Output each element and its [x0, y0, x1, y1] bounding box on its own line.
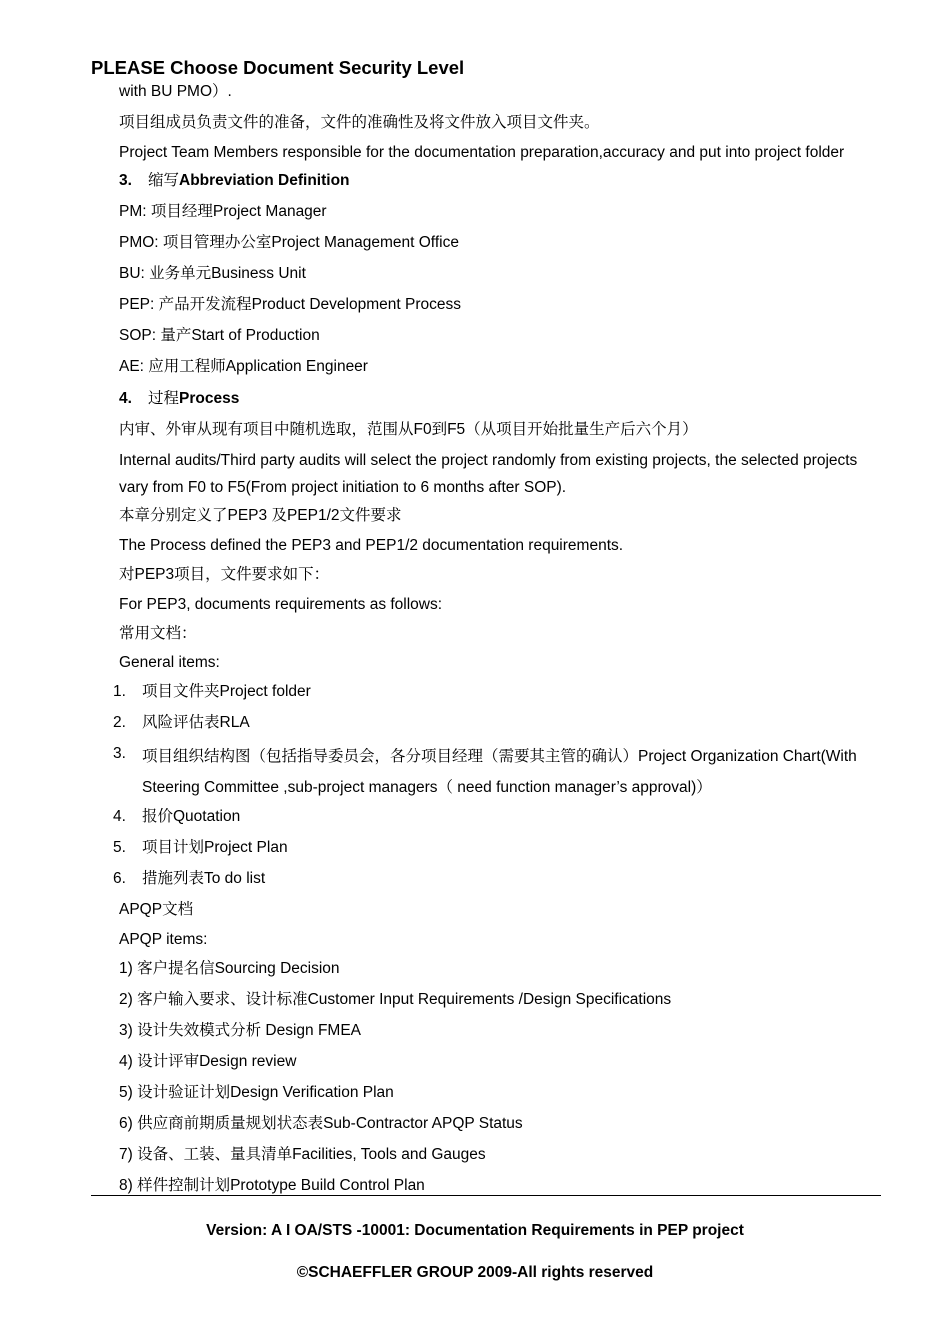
- text-line: 对PEP3项目，文件要求如下：: [119, 566, 330, 583]
- section-number: 3.: [119, 172, 132, 189]
- text-line: 项目组成员负责文件的准备，文件的准确性及将文件放入项目文件夹。: [119, 114, 600, 131]
- list-number: 4.: [113, 808, 126, 825]
- text-line: The Process defined the PEP3 and PEP1/2 documentation requirements.: [119, 537, 624, 554]
- footer-divider: [91, 1195, 881, 1196]
- section-number: 4.: [119, 390, 132, 407]
- apqp-list-item: 7) 设备、工装、量具清单Facilities, Tools and Gauges: [119, 1146, 486, 1163]
- section-heading-process: [119, 389, 239, 409]
- abbreviation-item: BU: 业务单元Business Unit: [119, 265, 306, 282]
- section-title-en: Process: [179, 390, 240, 407]
- list-number: 2.: [113, 714, 126, 731]
- list-item: 项目文件夹Project folder: [142, 683, 311, 700]
- text-line: 常用文档：: [119, 625, 197, 642]
- abbreviation-item: PM: 项目经理Project Manager: [119, 203, 327, 220]
- abbreviation-item: PMO: 项目管理办公室Project Management Office: [119, 234, 459, 251]
- text-line: For PEP3, documents requirements as follows:: [119, 596, 443, 613]
- abbreviation-item: AE: 应用工程师Application Engineer: [119, 358, 368, 375]
- apqp-list-item: 1) 客户提名信Sourcing Decision: [119, 960, 340, 977]
- section-heading-abbreviation: [119, 171, 350, 191]
- list-item: 项目计划Project Plan: [142, 839, 288, 856]
- text-line: 内审、外审从现有项目中随机选取，范围从F0到F5（从项目开始批量生产后六个月）: [119, 421, 698, 438]
- section-title-en: Abbreviation Definition: [179, 172, 350, 189]
- abbreviation-item: PEP: 产品开发流程Product Development Process: [119, 296, 461, 313]
- list-number: 3.: [113, 745, 126, 762]
- text-line: with BU PMO）.: [119, 83, 232, 100]
- text-paragraph: Internal audits/Third party audits will select the project randomly from existing projects, the selected projects vary from F0 to F5(From project initiation to 6 months after SOP).: [119, 452, 858, 496]
- text-line: General items:: [119, 654, 220, 671]
- text-line: 本章分别定义了PEP3 及PEP1/2文件要求: [119, 507, 402, 524]
- apqp-list-item: 8) 样件控制计划Prototype Build Control Plan: [119, 1177, 425, 1194]
- list-number: 6.: [113, 870, 126, 887]
- text-line: APQP文档: [119, 901, 194, 918]
- list-item: 措施列表To do list: [142, 870, 266, 887]
- footer-copyright: ©SCHAEFFLER GROUP 2009-All rights reserved: [296, 1264, 654, 1281]
- list-item: 风险评估表RLA: [142, 714, 250, 731]
- section-title-cn: 缩写: [148, 172, 180, 189]
- security-level-heading: PLEASE Choose Document Security Level: [91, 57, 465, 78]
- section-title-cn: 过程: [148, 390, 180, 407]
- apqp-list-item: 6) 供应商前期质量规划状态表Sub-Contractor APQP Status: [119, 1115, 523, 1132]
- apqp-list-item: 2) 客户输入要求、设计标准Customer Input Requirements /Design Specifications: [119, 991, 672, 1008]
- list-number: 5.: [113, 839, 126, 856]
- footer-version: Version: A I OA/STS -10001: Documentation Requirements in PEP project: [206, 1222, 744, 1239]
- list-item: 报价Quotation: [142, 808, 241, 825]
- apqp-list-item: 4) 设计评审Design review: [119, 1053, 297, 1070]
- list-number: 1.: [113, 683, 126, 700]
- apqp-list-item: 3) 设计失效模式分析 Design FMEA: [119, 1022, 362, 1039]
- text-line: APQP items:: [119, 931, 208, 948]
- text-line: Project Team Members responsible for the documentation preparation,accuracy and put into project folder: [119, 144, 845, 161]
- apqp-list-item: 5) 设计验证计划Design Verification Plan: [119, 1084, 394, 1101]
- abbreviation-item: SOP: 量产Start of Production: [119, 327, 320, 344]
- list-item: 项目组织结构图（包括指导委员会，各分项目经理（需要其主管的确认）Project Organization Chart(With Steering Committee ,sub-project managers（ need function manager’s approval)）: [142, 748, 857, 796]
